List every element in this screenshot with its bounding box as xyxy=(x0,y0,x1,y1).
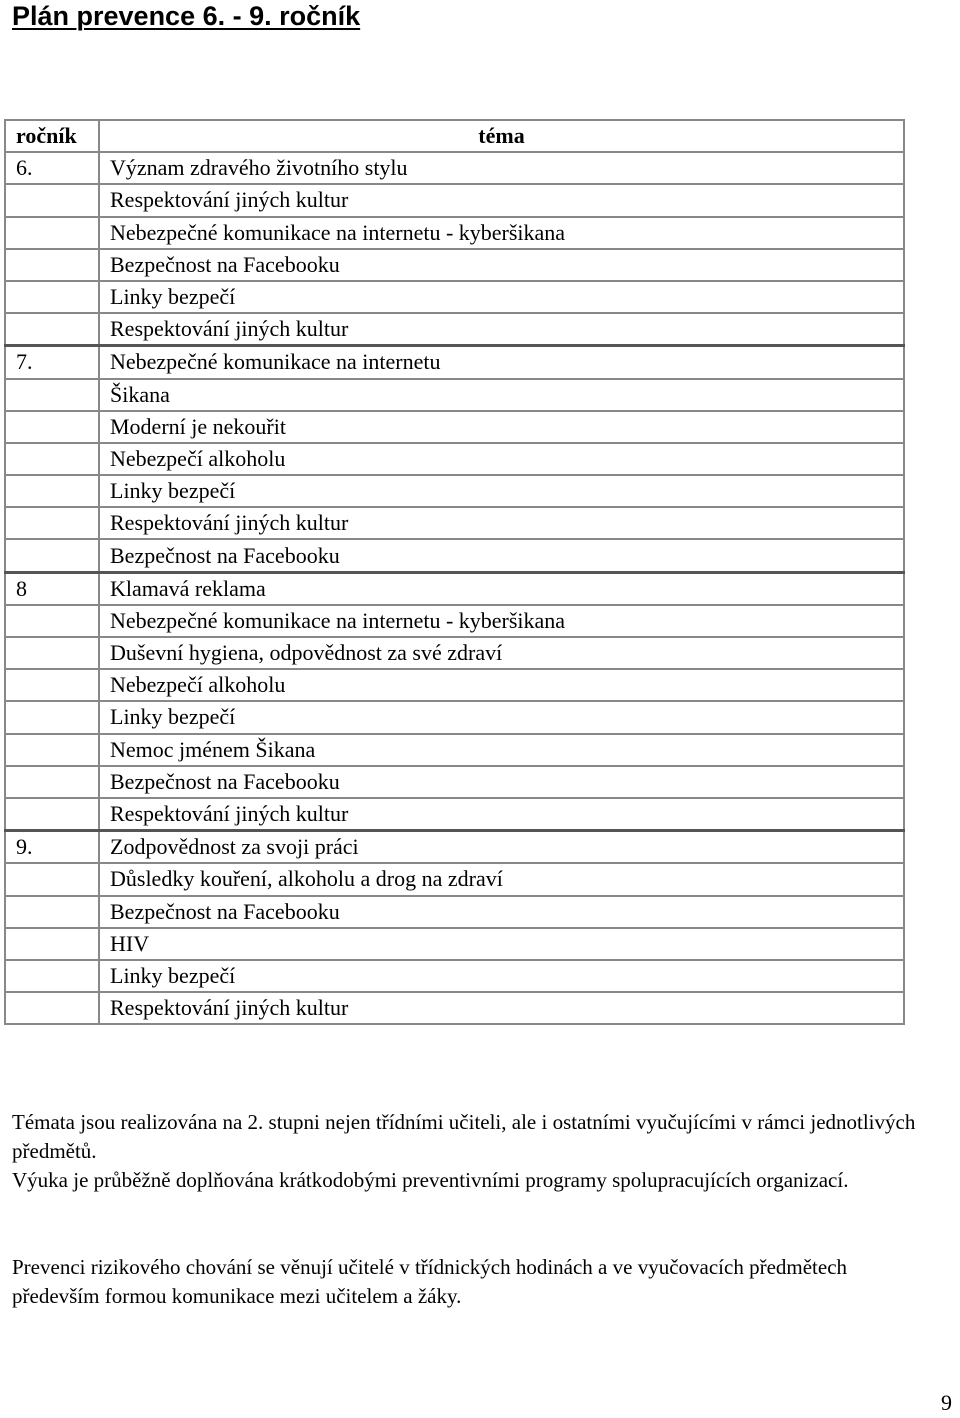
table-row xyxy=(5,217,904,249)
table-row xyxy=(5,605,904,637)
table-row xyxy=(5,701,904,733)
notes-block-2 xyxy=(12,1253,912,1311)
table-body xyxy=(5,152,904,1024)
topic-cell: Bezpečnost na Facebooku xyxy=(99,539,904,572)
table-row xyxy=(5,313,904,346)
grade-cell xyxy=(5,701,99,733)
note-paragraph: Témata jsou realizována na 2. stupni nejen třídními učiteli, ale i ostatními vyučujícími v rámci jednotlivých předmětů. xyxy=(12,1110,916,1163)
grade-cell xyxy=(5,411,99,443)
table-row xyxy=(5,346,904,379)
table-row xyxy=(5,443,904,475)
grade-cell: 8 xyxy=(5,572,99,605)
topic-cell: Duševní hygiena, odpovědnost za své zdraví xyxy=(99,637,904,669)
grade-cell xyxy=(5,863,99,895)
grade-cell xyxy=(5,637,99,669)
table-row xyxy=(5,379,904,411)
table-row xyxy=(5,734,904,766)
grade-cell xyxy=(5,798,99,831)
table-row xyxy=(5,152,904,184)
topic-cell: Šikana xyxy=(99,379,904,411)
table-row xyxy=(5,184,904,216)
topic-cell: Respektování jiných kultur xyxy=(99,507,904,539)
topic-cell: Význam zdravého životního stylu xyxy=(99,152,904,184)
topic-cell: Zodpovědnost za svoji práci xyxy=(99,831,904,864)
grade-cell: 6. xyxy=(5,152,99,184)
table-row xyxy=(5,669,904,701)
table-row xyxy=(5,766,904,798)
topic-cell: Nebezpečné komunikace na internetu - kyberšikana xyxy=(99,217,904,249)
table-row xyxy=(5,992,904,1024)
table-row xyxy=(5,798,904,831)
grade-cell xyxy=(5,605,99,637)
table-row xyxy=(5,507,904,539)
grade-cell xyxy=(5,669,99,701)
grade-cell xyxy=(5,217,99,249)
table-row xyxy=(5,831,904,864)
table-row xyxy=(5,896,904,928)
topic-cell: Linky bezpečí xyxy=(99,701,904,733)
topic-cell: Moderní je nekouřit xyxy=(99,411,904,443)
topic-cell: Respektování jiných kultur xyxy=(99,798,904,831)
grade-cell: 9. xyxy=(5,831,99,864)
topic-cell: HIV xyxy=(99,928,904,960)
grade-cell: 7. xyxy=(5,346,99,379)
grade-cell xyxy=(5,960,99,992)
topic-cell: Klamavá reklama xyxy=(99,572,904,605)
grade-cell xyxy=(5,443,99,475)
topic-cell: Bezpečnost na Facebooku xyxy=(99,896,904,928)
topic-cell: Respektování jiných kultur xyxy=(99,992,904,1024)
grade-cell xyxy=(5,249,99,281)
table-header-row xyxy=(5,120,904,152)
grade-cell xyxy=(5,281,99,313)
topic-column-header: téma xyxy=(99,120,904,152)
table-row xyxy=(5,572,904,605)
topic-cell: Nebezpečné komunikace na internetu xyxy=(99,346,904,379)
page-title: Plán prevence 6. - 9. ročník xyxy=(12,1,361,31)
grade-cell xyxy=(5,766,99,798)
table-row xyxy=(5,281,904,313)
topic-cell: Bezpečnost na Facebooku xyxy=(99,249,904,281)
topic-cell: Respektování jiných kultur xyxy=(99,184,904,216)
note-paragraph: Výuka je průběžně doplňována krátkodobými preventivními programy spolupracujících organizací. xyxy=(12,1168,849,1192)
grade-column-header: ročník xyxy=(5,120,99,152)
topic-cell: Nemoc jménem Šikana xyxy=(99,734,904,766)
topic-cell: Bezpečnost na Facebooku xyxy=(99,766,904,798)
grade-cell xyxy=(5,507,99,539)
topic-cell: Nebezpečí alkoholu xyxy=(99,669,904,701)
topic-cell: Linky bezpečí xyxy=(99,960,904,992)
grade-cell xyxy=(5,928,99,960)
grade-cell xyxy=(5,379,99,411)
table-row xyxy=(5,928,904,960)
table-row xyxy=(5,249,904,281)
topic-cell: Linky bezpečí xyxy=(99,475,904,507)
grade-cell xyxy=(5,184,99,216)
table-row xyxy=(5,637,904,669)
table-row xyxy=(5,863,904,895)
note-paragraph: Prevenci rizikového chování se věnují učitelé v třídnických hodinách a ve vyučovacích předmětech především formou komunikace mezi učitelem a žáky. xyxy=(12,1255,848,1308)
table-row xyxy=(5,475,904,507)
grade-cell xyxy=(5,992,99,1024)
table-row xyxy=(5,411,904,443)
topic-cell: Důsledky kouření, alkoholu a drog na zdraví xyxy=(99,863,904,895)
notes-block-1 xyxy=(12,1108,960,1195)
topic-cell: Respektování jiných kultur xyxy=(99,313,904,346)
grade-cell xyxy=(5,313,99,346)
topic-cell: Linky bezpečí xyxy=(99,281,904,313)
grade-cell xyxy=(5,896,99,928)
grade-cell xyxy=(5,475,99,507)
table-row xyxy=(5,960,904,992)
table-row xyxy=(5,539,904,572)
grade-cell xyxy=(5,539,99,572)
page-number: 9 xyxy=(941,1390,952,1415)
grade-cell xyxy=(5,734,99,766)
prevention-plan-table xyxy=(4,119,905,1025)
topic-cell: Nebezpečné komunikace na internetu - kyberšikana xyxy=(99,605,904,637)
topic-cell: Nebezpečí alkoholu xyxy=(99,443,904,475)
